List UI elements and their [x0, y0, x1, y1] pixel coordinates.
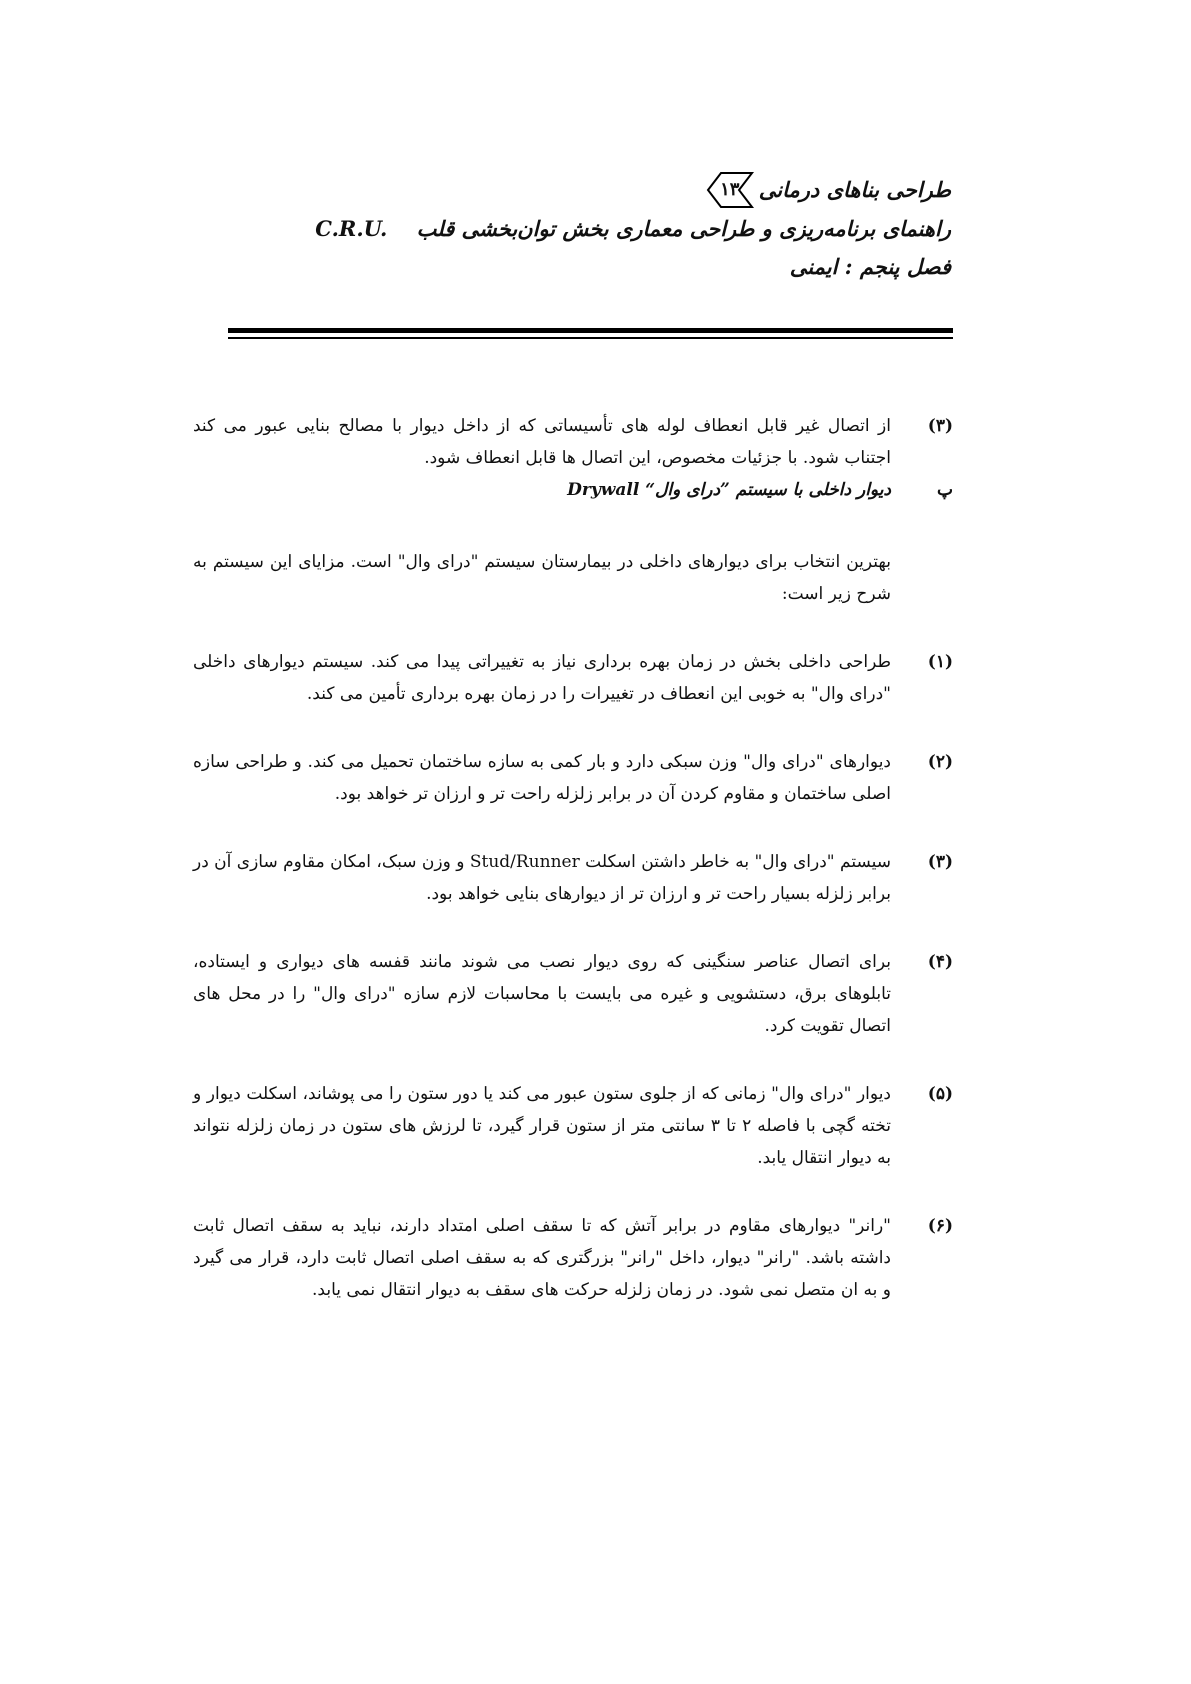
item-text: سیستم "درای وال" به خاطر داشتن اسکلت Stud/Runner و وزن سبک، امکان مقاوم سازی آن در برابر زلزله بسیار راحت تر و ارزان تر از دیوارهای بنایی خواهد بود. — [192, 852, 891, 904]
header-line-1 — [231, 170, 951, 210]
item-text: از اتصال غیر قابل انعطاف لوله های تأسیساتی که از داخل دیوار با مصالح بنایی عبور می کند اجتناب شود. با جزئیات مخصوص، این اتصال ها قابل انعطاف شود. — [193, 416, 891, 468]
section-letter: پ — [936, 480, 953, 500]
item-text: دیوارهای "درای وال" وزن سبکی دارد و بار کمی به سازه ساختمان تحمیل می کند. و طراحی سازه اصلی ساختمان و مقاوم کردن آن در برابر زلزله راحت تر و ارزان تر خواهد بود. — [193, 752, 891, 804]
page-header — [231, 170, 951, 286]
intro-paragraph: بهترین انتخاب برای دیوارهای داخلی در بیمارستان سیستم "درای وال" است. مزایای این سیستم به شرح زیر است: — [193, 552, 891, 604]
item-text: طراحی داخلی بخش در زمان بهره برداری نیاز به تغییراتی پیدا می کند. سیستم دیوارهای داخلی "درای وال" به خوبی این انعطاف در تغییرات را در زمان بهره برداری تأمین می کند. — [193, 652, 891, 704]
header-rule-thick — [228, 328, 953, 333]
chapter-number: ۱۳ — [720, 179, 740, 200]
list-item — [193, 410, 953, 474]
book-title: طراحی بناهای درمانی — [758, 177, 951, 202]
list-item — [193, 1210, 953, 1306]
guide-title: راهنمای برنامه‌ریزی و طراحی معماری بخش توان‌بخشی قلب — [416, 216, 951, 241]
item-text: برای اتصال عناصر سنگینی که روی دیوار نصب می شوند مانند قفسه های دیواری و ایستاده، تابلوهای برق، دستشویی و غیره می بایست با محاسبات لازم سازه "درای وال" را در محل های اتصال تقویت کرد. — [193, 952, 891, 1036]
list-item — [193, 846, 953, 910]
guide-abbreviation: C.R.U. — [315, 216, 388, 241]
list-item — [193, 646, 953, 710]
section-heading-text: دیوار داخلی با سیستم ”درای وال“ Drywall — [567, 480, 891, 500]
page-body — [193, 410, 953, 1306]
chapter-badge — [705, 170, 755, 210]
item-number: (۱) — [927, 652, 953, 672]
item-number: (۴) — [927, 952, 953, 972]
section-heading — [193, 474, 953, 506]
item-number: (۶) — [927, 1216, 953, 1236]
item-text: "رانر" دیوارهای مقاوم در برابر آتش که تا سقف اصلی امتداد دارند، نباید به سقف اتصال ثابت داشته باشد. "رانر" دیوار، داخل "رانر" بزرگتری که به سقف اصلی اتصال ثابت دارد، قرار می گیرد و به ان متصل نمی شود. در زمان زلزله حرکت های سقف به دیوار انتقال نمی یابد. — [193, 1216, 891, 1300]
list-item — [193, 946, 953, 1042]
item-number: (۳) — [927, 416, 953, 436]
header-rule-thin — [228, 337, 953, 339]
list-item — [193, 746, 953, 810]
list-item — [193, 1078, 953, 1174]
item-number: (۳) — [927, 852, 953, 872]
item-number: (۵) — [927, 1084, 953, 1104]
header-line-2 — [231, 210, 951, 248]
chapter-title: فصل پنجم : ایمنی — [789, 254, 951, 279]
item-text: دیوار "درای وال" زمانی که از جلوی ستون عبور می کند یا دور ستون را می پوشاند، اسکلت دیوار و تخته گچی با فاصله ۲ تا ۳ سانتی متر از ستون قرار گیرد، تا لرزش های ستون در زمان زلزله نتواند به دیوار انتقال یابد. — [193, 1084, 892, 1168]
item-number: (۲) — [927, 752, 953, 772]
